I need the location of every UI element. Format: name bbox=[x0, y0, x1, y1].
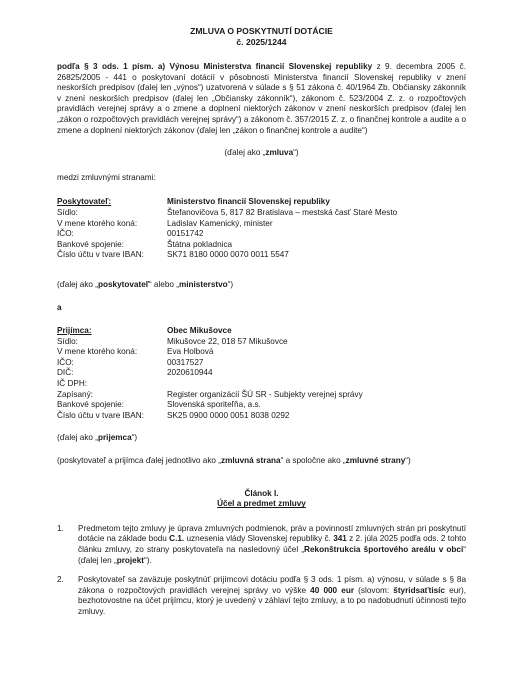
provider-row-label: V mene ktorého koná: bbox=[57, 218, 138, 228]
item-number: 2. bbox=[57, 575, 64, 585]
legal-basis-paragraph bbox=[57, 62, 466, 136]
contract-alias: (ďalej ako „zmluva“) bbox=[224, 148, 299, 158]
provider-row-value: 00151742 bbox=[167, 229, 204, 239]
legal-basis-lead: podľa § 3 ods. 1 písm. a) Výnosu Ministerstva financií Slovenskej republiky bbox=[57, 62, 373, 71]
recipient-label: Prijímca: bbox=[57, 326, 92, 336]
recipient-row-value: Register organizácií ŠÚ SR - Subjekty verejnej správy bbox=[167, 389, 363, 399]
provider-row-value: Štátna pokladnica bbox=[167, 239, 233, 249]
article-heading: Článok I. bbox=[244, 488, 279, 498]
legal-basis-text: z 9. decembra 2005 č. 26825/2005 - 441 o poskytovaní dotácií v pôsobnosti Ministerstva financií Slovenskej republiky v znení neskorších predpisov (ďalej len „výnos“) uzatvorená v súlade s § 51 zákona č. 40/1964 Zb. Občiansky zákonník v znení neskorších predpisov (ďalej len „Občiansky zákonník“), zákonom č. 523/2004 Z. z. o rozpočtových pravidlách verejnej správy a o zmene a doplnení niektorých zákonov v znení neskorších predpisov (ďalej len „zákon o rozpočtových pravidlách verejnej správy“) a zákonom č. 357/2015 Z. z. o finančnej kontrole a audite a o zmene a doplnení niektorých zákonov (ďalej len „zákon o finančnej kontrole a audite“) bbox=[57, 62, 466, 135]
recipient-row-label: V mene ktorého koná: bbox=[57, 347, 138, 357]
recipient-row-value: Eva Holbová bbox=[167, 347, 214, 357]
list-item bbox=[57, 524, 466, 566]
provider-block bbox=[57, 197, 466, 261]
collective-alias: (poskytovateľ a prijímca ďalej jednotlivo ako „zmluvná strana“ a spoločne ako „zmluvné strany“) bbox=[57, 456, 411, 466]
recipient-row-label: IČ DPH: bbox=[57, 379, 88, 389]
recipient-row-value: 2020610944 bbox=[167, 368, 213, 378]
item-text: Predmetom tejto zmluvy je úprava zmluvných podmienok, práv a povinností zmluvných strán pri poskytnutí dotácie na základe bodu C.1. uznesenia vlády Slovenskej republiky č. 341 z 2. júla 2025 podľa ods. 2 tohto článku zmluvy, zo strany poskytovateľa na nasledovný účel „Rekonštrukcia športového areálu v obci“ (ďalej len „projekt“). bbox=[78, 523, 467, 565]
list-item bbox=[57, 575, 466, 617]
recipient-row-value: SK25 0900 0000 0051 8038 0292 bbox=[167, 410, 290, 420]
provider-label: Poskytovateľ: bbox=[57, 197, 112, 207]
recipient-row-value: Mikušovce 22, 018 57 Mikušovce bbox=[167, 336, 288, 346]
provider-row-label: Číslo účtu v tvare IBAN: bbox=[57, 250, 144, 260]
provider-row-value: Ladislav Kamenický, minister bbox=[167, 218, 273, 228]
article-subheading: Účel a predmet zmluvy bbox=[217, 499, 306, 509]
recipient-name: Obec Mikušovce bbox=[167, 326, 232, 336]
provider-row-label: Sídlo: bbox=[57, 207, 78, 217]
recipient-row-value: 00317527 bbox=[167, 357, 204, 367]
recipient-row-label: Zapísaný: bbox=[57, 389, 93, 399]
recipient-row-label: Číslo účtu v tvare IBAN: bbox=[57, 410, 144, 420]
item-text: Poskytovateľ sa zaväzuje poskytnúť prijímcovi dotáciu podľa § 3 ods. 1 písm. a) výnosu, v súlade s § 8a zákona o rozpočtových pravidlách verejnej správy vo výške 40 000 eur (slovom: štyridsaťtisíc eur), bezhotovostne na účet prijímcu, ktorý je uvedený v záhlaví tejto zmluvy, a to po nadobudnutí účinnosti tejto zmluvy. bbox=[78, 575, 466, 616]
recipient-row-label: Bankové spojenie: bbox=[57, 400, 124, 410]
contract-number: č. 2025/1244 bbox=[236, 37, 287, 47]
recipient-block bbox=[57, 326, 466, 421]
provider-row-value: Štefanovičova 5, 817 82 Bratislava – mestská časť Staré Mesto bbox=[167, 207, 398, 217]
conjunction: a bbox=[57, 302, 62, 312]
recipient-row-value bbox=[167, 379, 466, 390]
recipient-row-value: Slovenská sporiteľňa, a.s. bbox=[167, 400, 261, 410]
provider-alias: (ďalej ako „poskytovateľ“ alebo „ministerstvo“) bbox=[57, 279, 234, 289]
item-number: 1. bbox=[57, 523, 64, 533]
provider-row-value: SK71 8180 0000 0070 0011 5547 bbox=[167, 250, 289, 260]
recipient-row-label: Sídlo: bbox=[57, 336, 78, 346]
article-items bbox=[57, 524, 466, 618]
document-title: ZMLUVA O POSKYTNUTÍ DOTÁCIE bbox=[190, 26, 333, 36]
provider-row-label: Bankové spojenie: bbox=[57, 239, 124, 249]
recipient-row-label: DIČ: bbox=[57, 368, 74, 378]
parties-intro: medzi zmluvnými stranami: bbox=[57, 172, 156, 182]
provider-name: Ministerstvo financií Slovenskej republiky bbox=[167, 197, 330, 207]
recipient-row-label: IČO: bbox=[57, 357, 74, 367]
recipient-alias: (ďalej ako „prijemca“) bbox=[57, 433, 138, 443]
provider-row-label: IČO: bbox=[57, 229, 74, 239]
